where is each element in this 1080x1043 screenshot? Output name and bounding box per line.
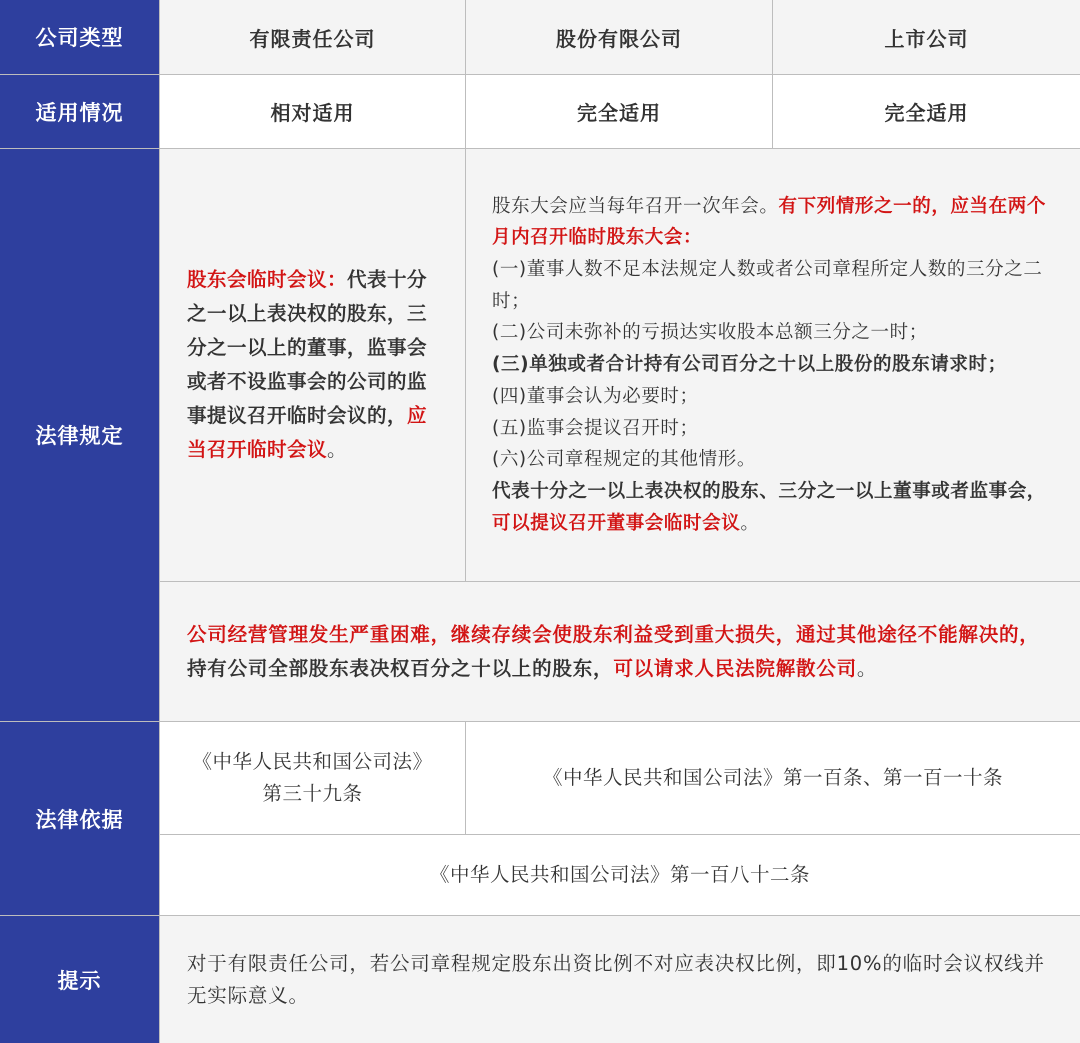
header-joint-stock: [466, 0, 772, 74]
tip-content: [160, 916, 1080, 1043]
tip-text: 对于有限责任公司，若公司章程规定股东出资比例不对应表决权比例，即10%的临时会议权线并无实际意义。: [187, 951, 1045, 1007]
row-label-text: 适用情况: [35, 100, 124, 125]
dissolution-paragraph: [187, 618, 1054, 686]
joint-rule-board-bold: 代表十分之一以上表决权的股东、三分之一以上董事或者监事会，: [492, 480, 1046, 502]
header-llc: [160, 0, 465, 74]
row-label-legal-basis: [0, 722, 159, 915]
basis-llc-text: 《中华人民共和国公司法》第三十九条: [192, 750, 433, 805]
basis-all: [160, 835, 1080, 915]
row-label-company-type: [0, 0, 159, 74]
header-joint-stock-text: 股份有限公司: [556, 26, 682, 51]
legal-rules-joint-listed: [466, 149, 1080, 581]
dissolution-mid: 持有公司全部股东表决权百分之十以上的股东，: [187, 656, 614, 680]
applicability-joint: [466, 75, 772, 148]
row-label-text: 法律依据: [35, 807, 124, 832]
joint-rule-paragraph: [492, 191, 1054, 540]
dissolution-tail: 可以请求人民法院解散公司: [613, 656, 857, 680]
joint-rule-intro-red: 有下列情形之一的，应当在两个月内召开临时股东大会：: [492, 195, 1046, 249]
header-llc-text: 有限责任公司: [249, 26, 376, 51]
legal-rules-dissolution: [160, 582, 1080, 721]
basis-joint: [466, 722, 1080, 834]
joint-rule-item: (六)公司章程规定的其他情形。: [492, 449, 756, 471]
row-label-applicability: [0, 75, 159, 148]
joint-rule-intro: [492, 191, 1054, 254]
applicability-listed: [773, 75, 1080, 148]
llc-rule-paragraph: [187, 263, 441, 467]
row-label-text: 公司类型: [35, 26, 124, 50]
dissolution-end: 。: [856, 656, 878, 680]
dissolution-lead: 公司经营管理发生严重困难，继续存续会使股东利益受到重大损失，通过其他途径不能解决的，: [187, 622, 1040, 646]
applicability-llc: [160, 75, 465, 148]
joint-rule-item: (三)单独或者合计持有公司百分之十以上股份的股东请求时；: [492, 354, 1007, 376]
llc-rule-end: 。: [327, 438, 348, 461]
applicability-listed-text: 完全适用: [884, 101, 969, 125]
joint-rule-item: (二)公司未弥补的亏损达实收股本总额三分之一时；: [492, 322, 928, 344]
applicability-llc-text: 相对适用: [270, 101, 355, 125]
llc-rule-body: 代表十分之一以上表决权的股东，三分之一以上的董事，监事会或者不设监事会的公司的监事提议召开临时会议的，: [187, 268, 428, 427]
joint-rule-item: (四)董事会认为必要时；: [492, 385, 699, 407]
basis-all-text: 《中华人民共和国公司法》第一百八十二条: [429, 863, 810, 887]
basis-joint-text: 《中华人民共和国公司法》第一百条、第一百一十条: [542, 766, 1003, 790]
row-label-text: 提示: [57, 968, 102, 993]
joint-rule-board-red: 可以提议召开董事会临时会议: [492, 512, 741, 534]
row-label-text: 法律规定: [35, 424, 124, 448]
llc-rule-lead: 股东会临时会议：: [187, 268, 348, 291]
joint-rule-board-end: 。: [740, 512, 760, 534]
header-listed: [773, 0, 1080, 74]
legal-rules-llc: [160, 149, 465, 581]
joint-rule-board: [492, 476, 1054, 539]
joint-rule-item: (五)监事会提议召开时；: [492, 417, 699, 439]
basis-llc: [160, 722, 465, 834]
row-label-legal-rules: [0, 149, 159, 721]
joint-rule-item: (一)董事人数不足本法规定人数或者公司章程所定人数的三分之二时；: [492, 259, 1043, 312]
header-listed-text: 上市公司: [884, 26, 969, 51]
joint-rule-intro-text: 股东大会应当每年召开一次年会。: [492, 195, 779, 217]
llc-rule-tail: 应当召开临时会议: [187, 404, 428, 461]
row-label-tip: [0, 916, 159, 1043]
applicability-joint-text: 完全适用: [577, 101, 661, 125]
